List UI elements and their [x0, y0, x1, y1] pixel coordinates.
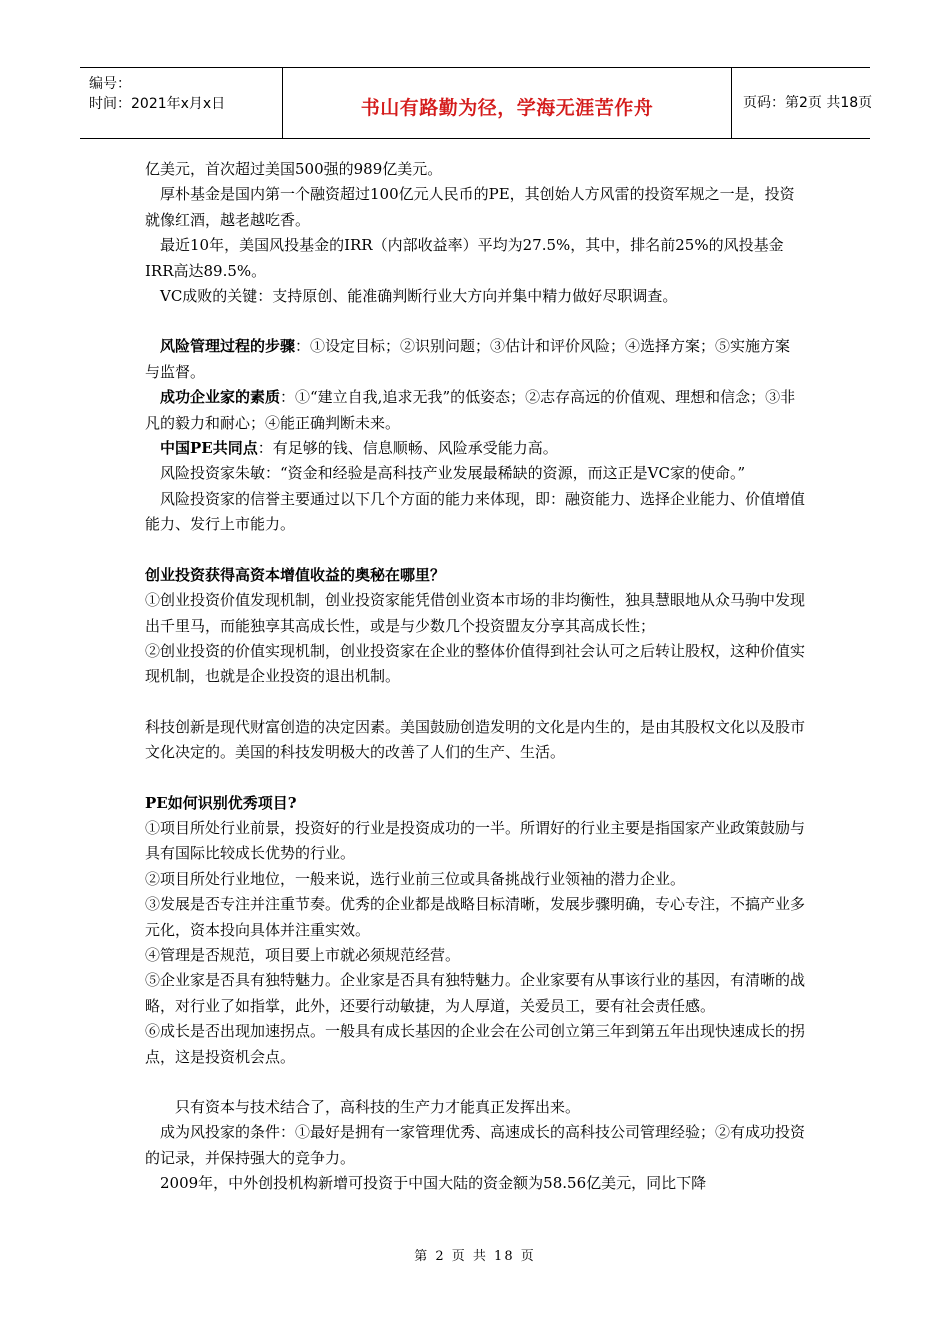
bold-term: 成功企业家的素质 — [160, 388, 281, 407]
spacer — [145, 309, 805, 334]
paragraph: 只有资本与技术结合了，高科技的生产力才能真正发挥出来。 — [175, 1098, 581, 1116]
paragraph: 风险投资家朱敏：“资金和经验是高科技产业发展最稀缺的资源，而这正是VC家的使命。” — [160, 464, 746, 483]
section-heading: 创业投资获得高资本增值收益的奥秘在哪里？ — [145, 565, 446, 584]
paragraph: 2009年，中外创投机构新增可投资于中国大陆的资金额为58.56亿美元，同比下降 — [160, 1174, 707, 1193]
paragraph — [145, 334, 805, 385]
paragraph-text: ：有足够的钱、信息顺畅、风险承受能力高。 — [257, 439, 558, 458]
paragraph: 最近10年，美国风投基金的IRR（内部收益率）平均为27.5%，其中，排名前25%的风投基金IRR高达89.5%。 — [145, 236, 784, 280]
number-label: 编号： — [89, 76, 131, 92]
paragraph-text: ：①“建立自我,追求无我”的低姿态；②志存高远的价值观、理想和信念；③非凡的毅力和耐心；④能正确判断未来。 — [145, 388, 796, 432]
page-info: 页码：第2页 共18页 — [743, 95, 873, 111]
motto-text: 书山有路勤为径，学海无涯苦作舟 — [360, 97, 654, 119]
spacer — [145, 766, 805, 791]
header-page-cell — [733, 68, 873, 138]
date-label: 时间：2021年x月x日 — [89, 96, 226, 112]
paragraph: 亿美元，首次超过美国500强的989亿美元。 — [145, 160, 443, 178]
paragraph: VC成败的关键：支持原创、能准确判断行业大方向并集中精力做好尽职调查。 — [160, 287, 678, 306]
spacer — [145, 1070, 805, 1095]
paragraph: 风险投资家的信誉主要通过以下几个方面的能力来体现，即：融资能力、选择企业能力、价值增值能力、发行上市能力。 — [145, 489, 806, 534]
header-meta-cell — [80, 68, 283, 138]
page-header — [80, 67, 873, 139]
paragraph-text: ：①设定目标；②识别问题；③估计和评价风险；④选择方案；⑤实施方案与监督。 — [145, 337, 791, 381]
paragraph: ②创业投资的价值实现机制，创业投资家在企业的整体价值得到社会认可之后转让股权，这种价值实现机制，也就是企业投资的退出机制。 — [145, 641, 806, 686]
paragraph: ④管理是否规范，项目要上市就必须规范经营。 — [145, 945, 461, 964]
bold-term: 风险管理过程的步骤 — [160, 337, 296, 356]
paragraph: ③发展是否专注并注重节奏。优秀的企业都是战略目标清晰，发展步骤明确，专心专注，不搞产业多元化，资本投向具体并注重实效。 — [145, 895, 806, 939]
paragraph: ②项目所处行业地位，一般来说，选行业前三位或具备挑战行业领袖的潜力企业。 — [145, 869, 686, 888]
header-motto-cell — [283, 68, 732, 138]
paragraph: ⑥成长是否出现加速拐点。一般具有成长基因的企业会在公司创立第三年到第五年出现快速成长的拐点，这是投资机会点。 — [145, 1022, 806, 1066]
paragraph: ⑤企业家是否具有独特魅力。企业家是否具有独特魅力。企业家要有从事该行业的基因，有清晰的战略，对行业了如指掌，此外，还要行动敏捷，为人厚道，关爱员工，要有社会责任感。 — [145, 971, 806, 1015]
paragraph: 科技创新是现代财富创造的决定因素。美国鼓励创造发明的文化是内生的，是由其股权文化以及股市文化决定的。美国的科技发明极大的改善了人们的生产、生活。 — [145, 717, 806, 762]
bold-term: 中国PE共同点 — [160, 439, 258, 458]
document-body — [145, 157, 805, 1197]
paragraph — [145, 436, 805, 461]
section-heading: PE如何识别优秀项目? — [145, 793, 297, 812]
paragraph: 成为风投家的条件：①最好是拥有一家管理优秀、高速成长的高科技公司管理经验；②有成功投资的记录，并保持强大的竞争力。 — [145, 1123, 806, 1167]
paragraph: ①项目所处行业前景，投资好的行业是投资成功的一半。所谓好的行业主要是指国家产业政策鼓励与具有国际比较成长优势的行业。 — [145, 818, 806, 863]
spacer — [145, 538, 805, 563]
page-footer: 第 2 页 共 18 页 — [414, 1249, 536, 1264]
paragraph: ①创业投资价值发现机制，创业投资家能凭借创业资本市场的非均衡性，独具慧眼地从众马驹中发现出千里马，而能独享其高成长性，或是与少数几个投资盟友分享其高成长性； — [145, 591, 806, 635]
spacer — [145, 690, 805, 715]
paragraph — [145, 385, 805, 436]
paragraph: 厚朴基金是国内第一个融资超过100亿元人民币的PE，其创始人方风雷的投资军规之一是，投资就像红酒，越老越吃香。 — [145, 185, 795, 229]
